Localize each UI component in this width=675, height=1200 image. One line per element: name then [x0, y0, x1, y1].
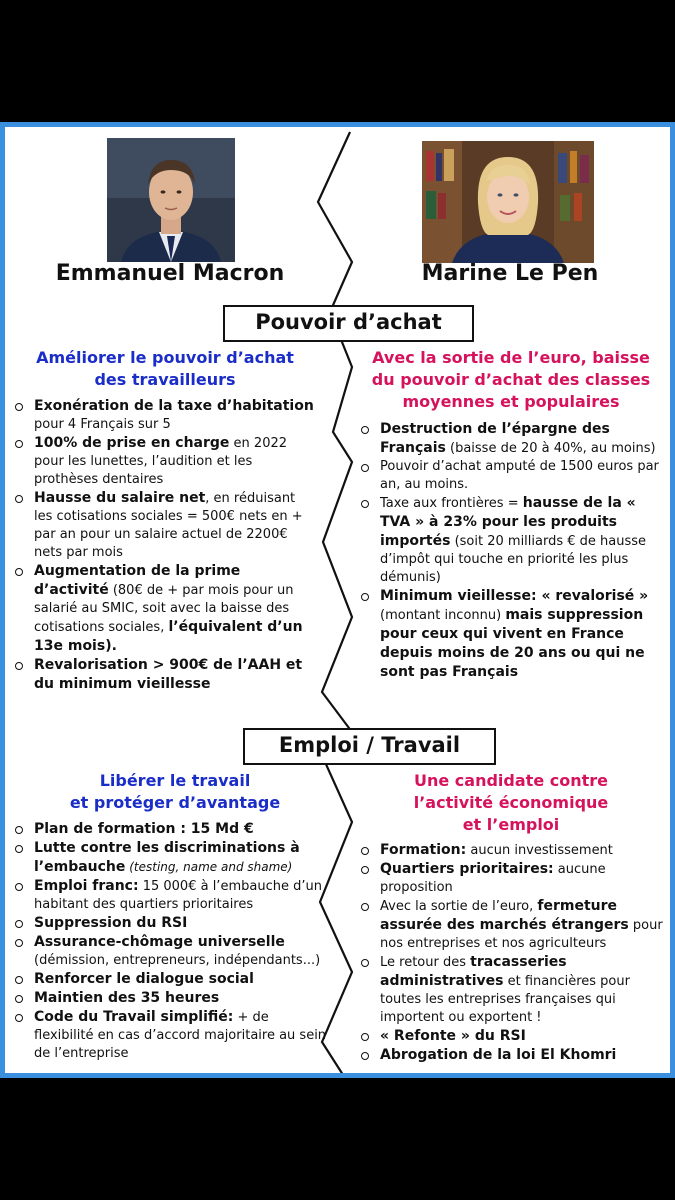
list-item: Avec la sortie de l’euro, fermeture assurée des marchés étrangers pour nos entreprises et nos agriculteurs: [356, 897, 668, 953]
list-item: Assurance-chômage universelle (démission, entrepreneurs, indépendants...): [10, 933, 328, 970]
list-item: Maintien des 35 heures: [10, 989, 328, 1008]
list-item: Augmentation de la prime d’activité (80€ de + par mois pour un salarié au SMIC, soit avec la baisse des cotisations sociales, l’équivalent d’un 13e mois).: [10, 562, 315, 656]
list-item: Taxe aux frontières = hausse de la « TVA » à 23% pour les produits importés (soit 20 milliards € de hausse d’impôt qui touche en priorité les plus démunis): [356, 494, 668, 587]
candidate-name-macron: Emmanuel Macron: [55, 261, 285, 286]
list-item: « Refonte » du RSI: [356, 1027, 668, 1046]
macron-portrait: [107, 138, 235, 262]
macron-emploi-heading: Libérer le travail et protéger d’avantage: [69, 771, 281, 812]
lepen-emploi-heading: Une candidate contre l’activité économique et l’emploi: [413, 771, 609, 834]
list-item: Renforcer le dialogue social: [10, 970, 328, 989]
list-item: Hausse du salaire net, en réduisant les cotisations sociales = 500€ nets en + par an pour un salaire actuel de 2200€ nets par mois: [10, 489, 315, 562]
list-item: Plan de formation : 15 Md €: [10, 820, 328, 839]
section-title-emploi: Emploi / Travail: [243, 728, 496, 765]
lepen-pouvoir-list: [356, 420, 668, 682]
lepen-portrait: [422, 141, 594, 263]
macron-pouvoir-list: [10, 397, 315, 694]
list-item: 100% de prise en charge en 2022 pour les lunettes, l’audition et les prothèses dentaires: [10, 434, 315, 489]
list-item: Code du Travail simplifié: + de flexibilité en cas d’accord majoritaire au sein de l’entreprise: [10, 1008, 328, 1063]
section-title-pouvoir-achat: Pouvoir d’achat: [223, 305, 474, 342]
macron-pouvoir-heading: Améliorer le pouvoir d’achat des travailleurs: [36, 348, 294, 389]
lepen-emploi-list: [356, 841, 668, 1065]
list-item: Destruction de l’épargne des Français (baisse de 20 à 40%, au moins): [356, 420, 668, 458]
list-item: Pouvoir d’achat amputé de 1500 euros par an, au moins.: [356, 458, 668, 494]
list-item: Exonération de la taxe d’habitation pour 4 Français sur 5: [10, 397, 315, 434]
lepen-pouvoir-heading: Avec la sortie de l’euro, baisse du pouvoir d’achat des classes moyennes et populaires: [371, 348, 651, 411]
list-item: Lutte contre les discriminations à l’embauche (testing, name and shame): [10, 839, 328, 877]
macron-emploi-list: [10, 820, 328, 1063]
list-item: Suppression du RSI: [10, 914, 328, 933]
list-item: Minimum vieillesse: « revalorisé » (montant inconnu) mais suppression pour ceux qui vivent en France depuis moins de 20 ans ou qui ne sont pas Français: [356, 587, 668, 682]
list-item: Emploi franc: 15 000€ à l’embauche d’un habitant des quartiers prioritaires: [10, 877, 328, 914]
list-item: Quartiers prioritaires: aucune proposition: [356, 860, 668, 897]
list-item: Formation: aucun investissement: [356, 841, 668, 860]
candidate-name-lepen: Marine Le Pen: [421, 261, 599, 286]
comparison-panel: [0, 122, 675, 1078]
list-item: Abrogation de la loi El Khomri: [356, 1046, 668, 1065]
list-item: Le retour des tracasseries administratives et financières pour toutes les entreprises françaises qui importent ou exportent !: [356, 953, 668, 1027]
list-item: Revalorisation > 900€ de l’AAH et du minimum vieillesse: [10, 656, 315, 694]
